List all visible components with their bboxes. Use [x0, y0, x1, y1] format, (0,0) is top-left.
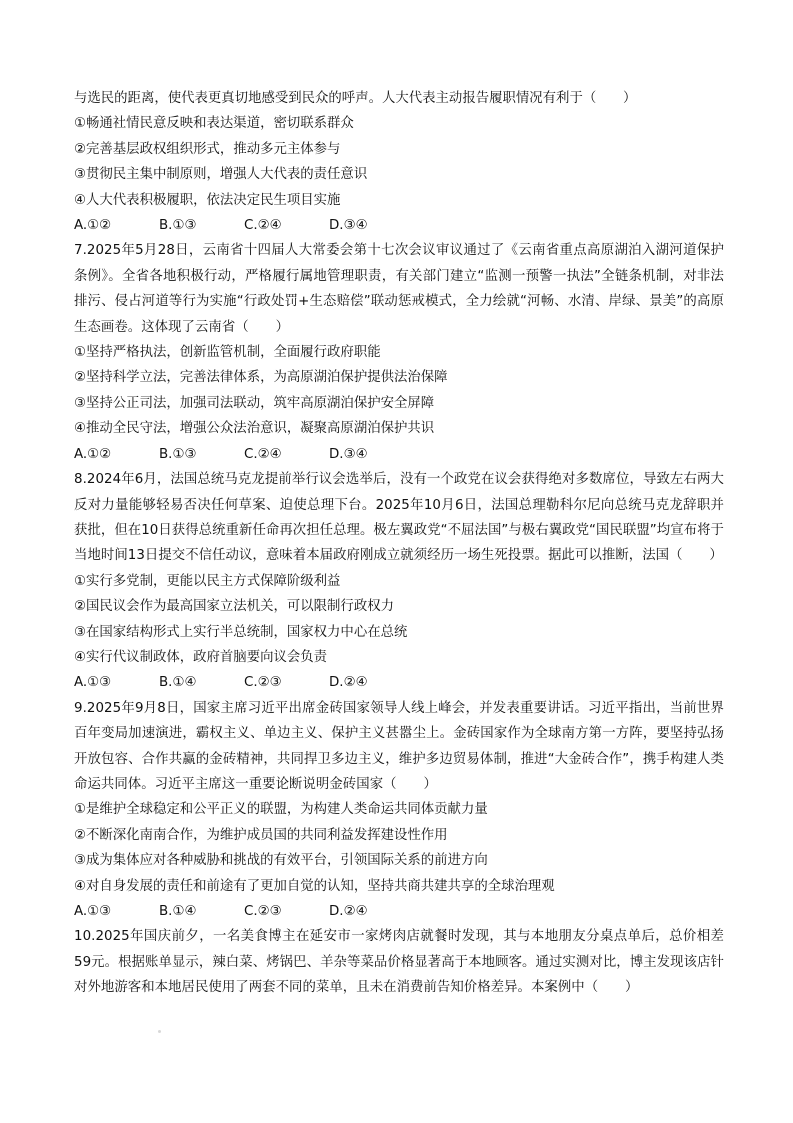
q6-option-1: ①畅通社情民意反映和表达渠道，密切联系群众: [74, 116, 354, 132]
q8-stem: 8.2024年6月，法国总统马克龙提前举行议会选举后，没有一个政党在议会获得绝对多数席位，导致左右两大反对力量能够轻易否决任何草案、迫使总理下台。2025年10月6日，法国总理勒科尔尼向总统马克龙辞职并获批，但在10日获得总统重新任命再次担任总理。极左翼政党“不屈法国”与极右翼政党“国民联盟”均宣布将于当地时间13日提交不信任动议，意味着本届政府刚成立就须经历一场生死投票。据此可以推断，法国（ ）: [74, 472, 724, 564]
q9-answer-c: C.②③: [244, 904, 282, 919]
q9-option-3: ③成为集体应对各种威胁和挑战的有效平台，引领国际关系的前进方向: [74, 853, 488, 869]
stray-dot: [158, 1030, 161, 1033]
q6-answer-b: B.①③: [159, 218, 197, 234]
q7-answer-c: C.②④: [244, 446, 282, 462]
q8-answer-choices: [74, 670, 724, 695]
q7-option-2: ②坚持科学立法，完善法律体系，为高原湖泊保护提供法治保障: [74, 370, 448, 386]
q9-option-4: ④对自身发展的责任和前途有了更加自觉的认知，坚持共商共建共享的全球治理观: [74, 878, 555, 894]
q7-option-1: ①坚持严格执法，创新监管机制，全面履行政府职能: [74, 345, 381, 361]
q10-stem: 10.2025年国庆前夕，一名美食博主在延安市一家烤肉店就餐时发现，其与本地朋友分桌点单后，总价相差59元。根据账单显示，辣白菜、烤锅巴、羊杂等菜品价格显著高于本地顾客。通过实测对比，博主发现该店针对外地游客和本地居民使用了两套不同的菜单，且未在消费前告知价格差异。本案例中（ ）: [74, 929, 724, 996]
q8-answer-b: B.①④: [159, 675, 197, 691]
q8-answer-a: A.①③: [74, 675, 112, 691]
q8-option-4: ④实行代议制政体，政府首脑要向议会负责: [74, 649, 328, 665]
q9-option-2: ②不断深化南南合作，为维护成员国的共同利益发挥建设性作用: [74, 827, 448, 843]
q8-answer-c: C.②③: [244, 675, 282, 691]
exam-page: [74, 86, 724, 1001]
q8-option-3: ③在国家结构形式上实行半总统制，国家权力中心在总统: [74, 624, 408, 640]
q7-answer-a: A.①②: [74, 446, 112, 462]
q9-answer-d: D.②④: [329, 904, 368, 919]
q6-stem-tail: 与选民的距离，使代表更真切地感受到民众的呼声。人大代表主动报告履职情况有利于（ ）: [74, 91, 637, 106]
q7-answer-d: D.③④: [329, 446, 368, 462]
q7-stem: 7.2025年5月28日，云南省十四届人大常委会第十七次会议审议通过了《云南省重点高原湖泊入湖河道保护条例》。全省各地积极行动，严格履行属地管理职责，有关部门建立“监测一预警一执法”全链条机制，对非法排污、侵占河道等行为实施“行政处罚+生态赔偿”联动惩戒模式，全力绘就“河畅、水清、岸绿、景美”的高原生态画卷。这体现了云南省（ ）: [74, 243, 724, 335]
q6-answer-choices: [74, 213, 724, 238]
q9-option-1: ①是维护全球稳定和公平正义的联盟，为构建人类命运共同体贡献力量: [74, 802, 488, 818]
q6-option-4: ④人大代表积极履职，依法决定民生项目实施: [74, 192, 341, 208]
q9-answer-choices: [74, 899, 724, 924]
q6-option-2: ②完善基层政权组织形式，推动多元主体参与: [74, 141, 341, 157]
q6-answer-d: D.③④: [329, 218, 368, 234]
q9-answer-b: B.①④: [159, 904, 197, 919]
q7-option-4: ④推动全民守法，增强公众法治意识，凝聚高原湖泊保护共识: [74, 421, 435, 437]
q6-answer-c: C.②④: [244, 218, 282, 234]
q6-option-3: ③贯彻民主集中制原则，增强人大代表的责任意识: [74, 167, 368, 183]
q7-answer-b: B.①③: [159, 446, 197, 462]
q7-answer-choices: [74, 442, 724, 467]
q9-stem: 9.2025年9月8日，国家主席习近平出席金砖国家领导人线上峰会，并发表重要讲话。习近平指出，当前世界百年变局加速演进，霸权主义、单边主义、保护主义甚嚣尘上。金砖国家作为全球南方第一方阵，要坚持弘扬开放包容、合作共赢的金砖精神，共同捍卫多边主义，维护多边贸易体制，推进“大金砖合作”，携手构建人类命运共同体。习近平主席这一重要论断说明金砖国家（ ）: [74, 700, 724, 792]
q9-answer-a: A.①③: [74, 904, 112, 919]
q7-option-3: ③坚持公正司法，加强司法联动，筑牢高原湖泊保护安全屏障: [74, 395, 435, 411]
q8-option-1: ①实行多党制，更能以民主方式保障阶级利益: [74, 573, 341, 589]
q8-option-2: ②国民议会作为最高国家立法机关，可以限制行政权力: [74, 599, 394, 615]
q6-answer-a: A.①②: [74, 218, 112, 234]
q8-answer-d: D.②④: [329, 675, 368, 691]
